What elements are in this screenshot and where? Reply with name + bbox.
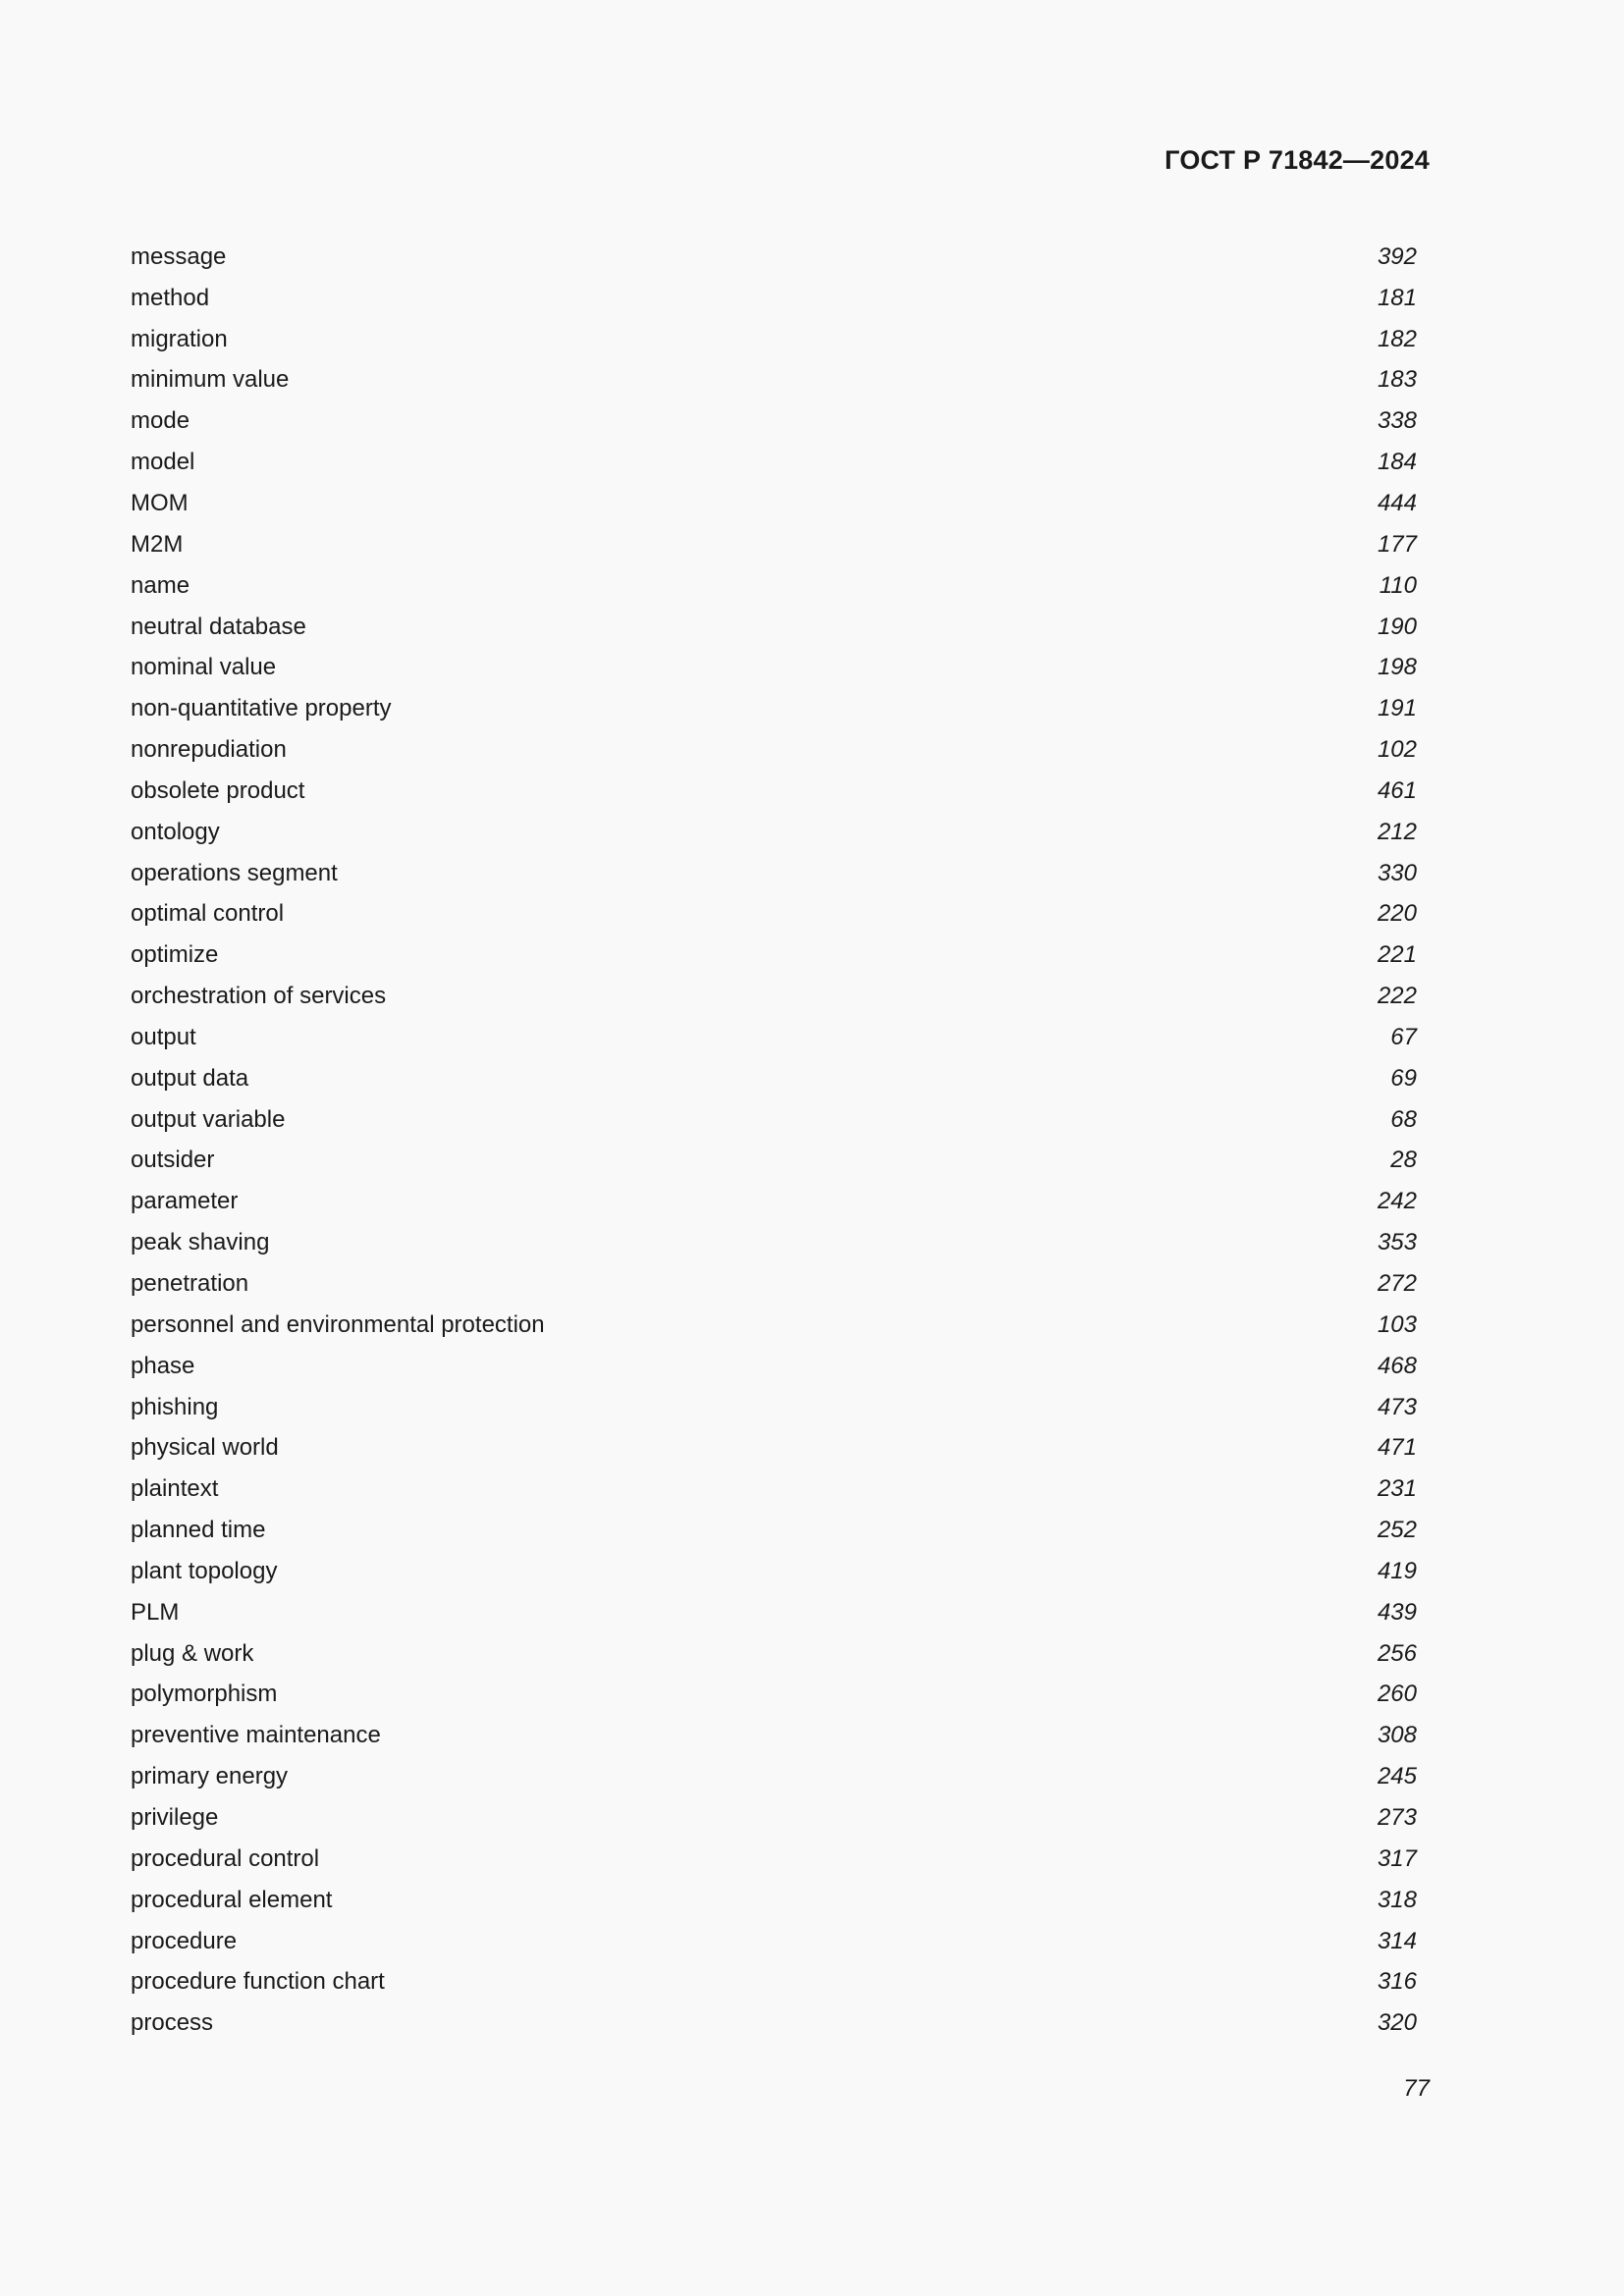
index-term: nonrepudiation bbox=[131, 736, 287, 764]
index-term: output variable bbox=[131, 1105, 286, 1133]
index-term: plug & work bbox=[131, 1639, 254, 1667]
index-term-number: 103 bbox=[1377, 1310, 1417, 1338]
index-entry bbox=[131, 237, 1417, 278]
index-term-number: 177 bbox=[1377, 530, 1417, 558]
index-entry bbox=[131, 1222, 1417, 1263]
index-term: peak shaving bbox=[131, 1229, 270, 1256]
index-entry bbox=[131, 1592, 1417, 1633]
index-term: procedural element bbox=[131, 1886, 333, 1913]
index-entry bbox=[131, 1346, 1417, 1387]
index-entry bbox=[131, 1141, 1417, 1182]
index-term: planned time bbox=[131, 1517, 266, 1544]
index-term-number: 338 bbox=[1377, 407, 1417, 435]
index-entry bbox=[131, 565, 1417, 607]
index-term-number: 212 bbox=[1377, 818, 1417, 845]
index-entry bbox=[131, 483, 1417, 524]
index-term-number: 461 bbox=[1377, 776, 1417, 804]
index-term: name bbox=[131, 571, 190, 599]
index-term-number: 256 bbox=[1377, 1639, 1417, 1667]
index-term-number: 69 bbox=[1390, 1064, 1417, 1092]
index-entry bbox=[131, 1756, 1417, 1797]
index-entry bbox=[131, 812, 1417, 853]
index-entry bbox=[131, 894, 1417, 935]
index-term-number: 182 bbox=[1377, 325, 1417, 352]
index-term-number: 468 bbox=[1377, 1352, 1417, 1379]
index-term: optimal control bbox=[131, 900, 285, 928]
index-entry bbox=[131, 524, 1417, 565]
index-term-number: 353 bbox=[1377, 1229, 1417, 1256]
index-entry bbox=[131, 1715, 1417, 1756]
index-term-number: 231 bbox=[1377, 1475, 1417, 1503]
index-term: non-quantitative property bbox=[131, 695, 392, 722]
index-term-number: 260 bbox=[1377, 1681, 1417, 1708]
index-term-number: 245 bbox=[1377, 1763, 1417, 1790]
index-term: polymorphism bbox=[131, 1681, 278, 1708]
index-term-number: 273 bbox=[1377, 1803, 1417, 1831]
index-term: ontology bbox=[131, 818, 220, 845]
index-entry bbox=[131, 1675, 1417, 1716]
index-entry bbox=[131, 1880, 1417, 1921]
index-entry bbox=[131, 1468, 1417, 1510]
index-term: parameter bbox=[131, 1188, 239, 1215]
index-entry bbox=[131, 278, 1417, 319]
index-term: output bbox=[131, 1023, 196, 1050]
index-term: personnel and environmental protection bbox=[131, 1310, 545, 1338]
index-term: outsider bbox=[131, 1147, 215, 1174]
index-entry bbox=[131, 1510, 1417, 1551]
index-term: mode bbox=[131, 407, 190, 435]
index-term: obsolete product bbox=[131, 776, 305, 804]
index-entry bbox=[131, 1961, 1417, 2002]
index-term-number: 444 bbox=[1377, 489, 1417, 516]
index-entry bbox=[131, 1797, 1417, 1839]
index-entry bbox=[131, 1099, 1417, 1141]
index-term-number: 221 bbox=[1377, 941, 1417, 969]
index-term-number: 330 bbox=[1377, 859, 1417, 886]
index-term-number: 181 bbox=[1377, 284, 1417, 311]
index-term-number: 314 bbox=[1377, 1927, 1417, 1954]
index-term-number: 242 bbox=[1377, 1188, 1417, 1215]
index-term-number: 419 bbox=[1377, 1557, 1417, 1584]
index-term-number: 318 bbox=[1377, 1886, 1417, 1913]
index-term: process bbox=[131, 2009, 214, 2037]
index-term: output data bbox=[131, 1064, 249, 1092]
index-term: phishing bbox=[131, 1393, 219, 1420]
index-term: phase bbox=[131, 1352, 195, 1379]
index-term: model bbox=[131, 449, 195, 476]
index-term-number: 320 bbox=[1377, 2009, 1417, 2037]
index-term: preventive maintenance bbox=[131, 1722, 381, 1749]
index-term: method bbox=[131, 284, 210, 311]
index-entry bbox=[131, 319, 1417, 360]
index-term: M2M bbox=[131, 530, 184, 558]
index-term-number: 191 bbox=[1377, 695, 1417, 722]
index-entry bbox=[131, 647, 1417, 688]
document-designation: ГОСТ Р 71842—2024 bbox=[1164, 145, 1430, 175]
index-term-number: 439 bbox=[1377, 1598, 1417, 1626]
page-number: 77 bbox=[1403, 2075, 1430, 2102]
index-entry bbox=[131, 1305, 1417, 1346]
index-entry bbox=[131, 976, 1417, 1017]
index-term-number: 252 bbox=[1377, 1517, 1417, 1544]
index-term: minimum value bbox=[131, 366, 290, 394]
index-term: orchestration of services bbox=[131, 983, 387, 1010]
index-term: optimize bbox=[131, 941, 219, 969]
index-entry bbox=[131, 400, 1417, 442]
index-term: procedure bbox=[131, 1927, 238, 1954]
index-entry bbox=[131, 1181, 1417, 1222]
index-term-number: 473 bbox=[1377, 1393, 1417, 1420]
index-term-number: 272 bbox=[1377, 1270, 1417, 1298]
index-entry bbox=[131, 2002, 1417, 2044]
index-entry bbox=[131, 771, 1417, 812]
index-term-number: 190 bbox=[1377, 613, 1417, 640]
index-entry bbox=[131, 360, 1417, 401]
index-term: plaintext bbox=[131, 1475, 219, 1503]
index-term: MOM bbox=[131, 489, 189, 516]
index-entry bbox=[131, 1058, 1417, 1099]
index-term-number: 68 bbox=[1390, 1105, 1417, 1133]
index-term-number: 28 bbox=[1390, 1147, 1417, 1174]
index-term: message bbox=[131, 242, 227, 270]
index-term-number: 67 bbox=[1390, 1023, 1417, 1050]
index-term: primary energy bbox=[131, 1763, 289, 1790]
index-entry bbox=[131, 1633, 1417, 1675]
index-term: migration bbox=[131, 325, 228, 352]
index-entry bbox=[131, 1921, 1417, 1962]
index-term-number: 102 bbox=[1377, 736, 1417, 764]
index-term-number: 198 bbox=[1377, 654, 1417, 681]
index-entry bbox=[131, 729, 1417, 771]
index-entry bbox=[131, 442, 1417, 483]
index-term: nominal value bbox=[131, 654, 277, 681]
index-term-number: 471 bbox=[1377, 1434, 1417, 1462]
index-entry bbox=[131, 1839, 1417, 1880]
index-term: neutral database bbox=[131, 613, 306, 640]
index-term-number: 317 bbox=[1377, 1844, 1417, 1872]
index-term: operations segment bbox=[131, 859, 338, 886]
index-entry bbox=[131, 1427, 1417, 1468]
index-term-number: 316 bbox=[1377, 1968, 1417, 1996]
index-entry bbox=[131, 853, 1417, 894]
index-term: privilege bbox=[131, 1803, 219, 1831]
index-term: procedure function chart bbox=[131, 1968, 385, 1996]
index-entry bbox=[131, 1263, 1417, 1305]
index-term-number: 184 bbox=[1377, 449, 1417, 476]
index-entry bbox=[131, 1387, 1417, 1428]
index-term: procedural control bbox=[131, 1844, 320, 1872]
index-term: PLM bbox=[131, 1598, 180, 1626]
index-entry bbox=[131, 934, 1417, 976]
index-entry bbox=[131, 1551, 1417, 1592]
index-term-number: 183 bbox=[1377, 366, 1417, 394]
index-term-number: 222 bbox=[1377, 983, 1417, 1010]
index-term-number: 392 bbox=[1377, 242, 1417, 270]
index-term: plant topology bbox=[131, 1557, 278, 1584]
index-term-number: 308 bbox=[1377, 1722, 1417, 1749]
index-term: physical world bbox=[131, 1434, 279, 1462]
alphabetical-index bbox=[131, 237, 1417, 2044]
index-entry bbox=[131, 607, 1417, 648]
index-term: penetration bbox=[131, 1270, 249, 1298]
index-entry bbox=[131, 688, 1417, 729]
index-entry bbox=[131, 1017, 1417, 1058]
index-term-number: 110 bbox=[1379, 571, 1417, 599]
index-term-number: 220 bbox=[1377, 900, 1417, 928]
